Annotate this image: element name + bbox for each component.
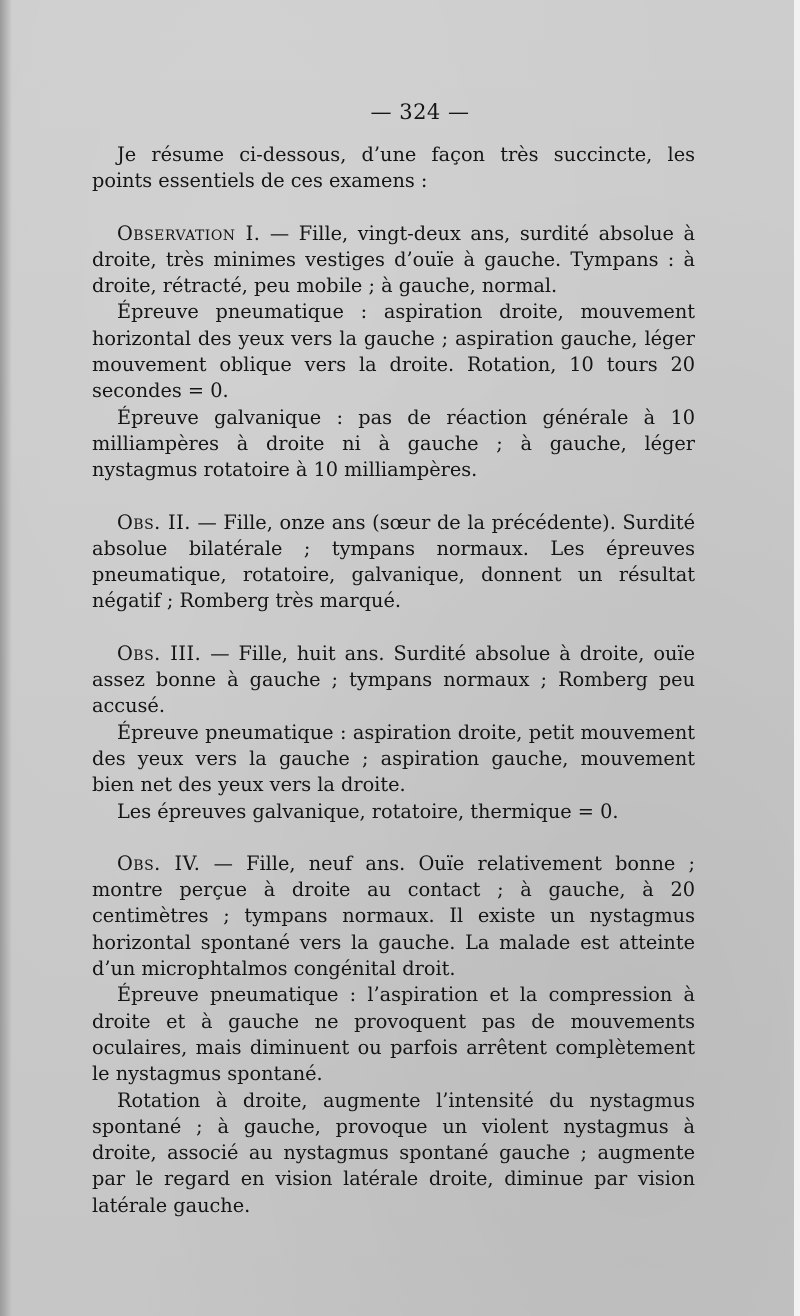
observation-1 — [92, 221, 695, 484]
observation-1-label: Observation I. — [117, 221, 261, 245]
page-right-margin — [794, 0, 800, 1316]
observation-3-paragraph-2: Épreuve pneumatique : aspiration droite, petit mouvement des yeux vers la gauche ; aspiration gauche, mouvement bien net des yeux vers la droite. — [92, 720, 695, 797]
observation-2-paragraph-1 — [92, 510, 695, 615]
observation-3-label: Obs. III. — [117, 641, 202, 665]
page-number: — 324 — — [370, 100, 470, 124]
observation-3 — [92, 641, 695, 825]
observation-4-label: Obs. IV. — [117, 851, 201, 875]
observation-1-paragraph-3: Épreuve galvanique : pas de réaction générale à 10 milliampères à droite ni à gauche ; à gauche, léger nystagmus rotatoire à 10 milliampères. — [92, 405, 695, 482]
observation-2-label: Obs. II. — [117, 510, 191, 534]
section-spacer — [92, 615, 695, 641]
observation-4-paragraph-1 — [92, 851, 695, 982]
observation-4-text-1: — Fille, neuf ans. Ouïe relativement bonne ; montre perçue à droite au contact ; à gauche, à 20 centimètres ; tympans normaux. Il existe un nystagmus horizontal spontané vers la gauche. La malade est atteinte d’un microphtalmos congénital droit. — [92, 851, 695, 981]
section-spacer — [92, 195, 695, 221]
observation-2-text-1: — Fille, onze ans (sœur de la précédente). Surdité absolue bilatérale ; tympans normaux. Les épreuves pneumatique, rotatoire, galvanique, donnent un résultat négatif ; Romberg très marqué. — [92, 510, 695, 613]
page-left-shadow — [0, 0, 12, 1316]
observation-1-text-1: — Fille, vingt-deux ans, surdité absolue à droite, très minimes vestiges d’ouïe à gauche. Tympans : à droite, rétracté, peu mobile ; à gauche, normal. — [92, 221, 695, 298]
section-spacer — [92, 484, 695, 510]
observation-4 — [92, 851, 695, 1219]
observation-1-paragraph-2: Épreuve pneumatique : aspiration droite, mouvement horizontal des yeux vers la gauche ; aspiration gauche, léger mouvement oblique vers la droite. Rotation, 10 tours 20 secondes = 0. — [92, 300, 695, 403]
observation-3-paragraph-1 — [92, 641, 695, 720]
section-spacer — [92, 825, 695, 851]
observation-4-paragraph-2: Épreuve pneumatique : l’aspiration et la compression à droite et à gauche ne provoquent pas de mouvements oculaires, mais diminuent ou parfois arrêtent complètement le nystagmus spontané. — [92, 983, 695, 1086]
observation-1-paragraph-1 — [92, 221, 695, 300]
observation-3-paragraph-3: Les épreuves galvanique, rotatoire, thermique = 0. — [117, 799, 619, 823]
observation-4-paragraph-3: Rotation à droite, augmente l’intensité du nystagmus spontané ; à gauche, provoque un violent nystagmus à droite, associé au nystagmus spontané gauche ; augmente par le regard en vision latérale droite, diminue par vision latérale gauche. — [92, 1088, 695, 1217]
observation-2 — [92, 510, 695, 615]
page-body — [92, 142, 695, 1219]
intro-paragraph: Je résume ci-dessous, d’une façon très succincte, les points essentiels de ces examens : — [92, 143, 695, 193]
observation-3-text-1: — Fille, huit ans. Surdité absolue à droite, ouïe assez bonne à gauche ; tympans normaux ; Romberg peu accusé. — [92, 641, 695, 718]
